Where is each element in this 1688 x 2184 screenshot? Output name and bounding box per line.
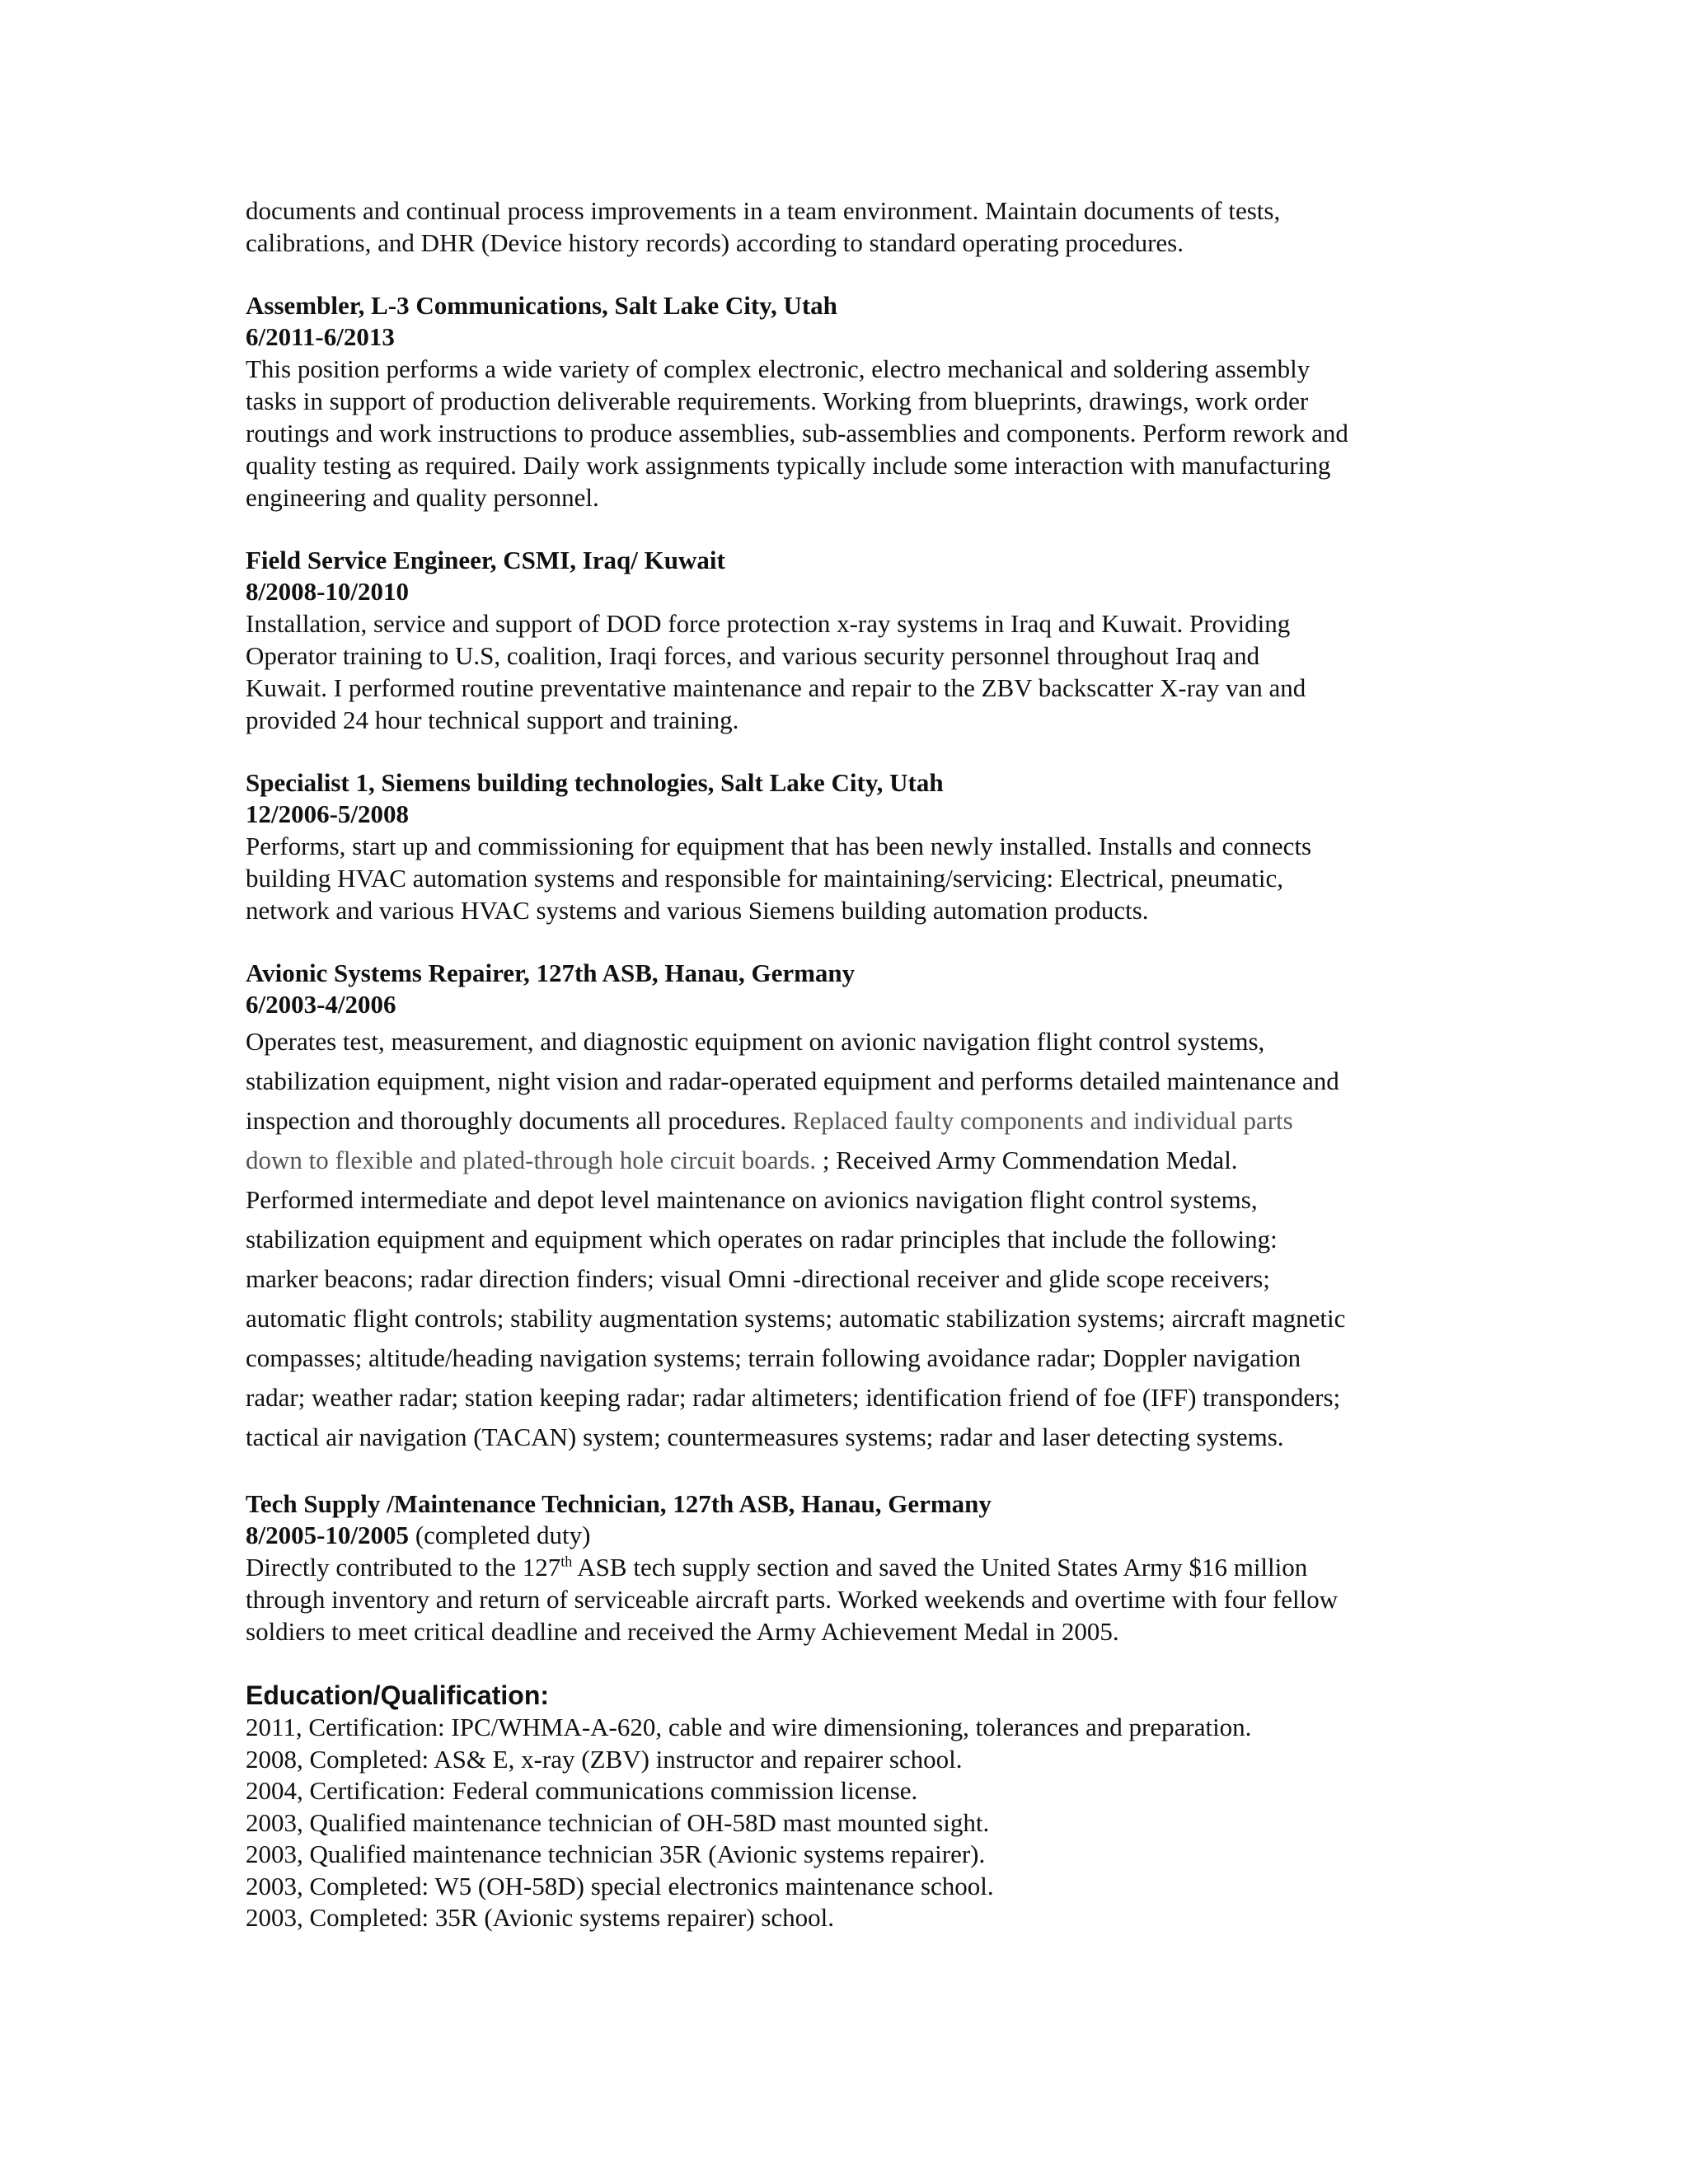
- ordinal-suffix: th: [560, 1553, 573, 1570]
- desc-line: Performed intermediate and depot level maintenance on avionics navigation flight control systems,: [246, 1185, 1258, 1214]
- desc-line: marker beacons; radar direction finders; visual Omni -directional receiver and glide scope receivers;: [246, 1264, 1270, 1293]
- job-description: [246, 353, 1432, 513]
- desc-line: building HVAC automation systems and responsible for maintaining/servicing: Electrical, pneumatic,: [246, 864, 1283, 893]
- job-description: [246, 1551, 1432, 1647]
- job-title: Specialist 1, Siemens building technologies, Salt Lake City, Utah: [246, 768, 944, 797]
- job-dates: 12/2006-5/2008: [246, 799, 410, 828]
- job-description: [246, 607, 1432, 736]
- education-item: 2003, Completed: 35R (Avionic systems repairer) school.: [246, 1903, 835, 1932]
- job-title: Tech Supply /Maintenance Technician, 127th ASB, Hanau, Germany: [246, 1489, 992, 1518]
- job-title: Avionic Systems Repairer, 127th ASB, Hanau, Germany: [246, 958, 856, 987]
- desc-line: ASB tech supply section and saved the United States Army $16 million: [572, 1553, 1308, 1582]
- desc-line: This position performs a wide variety of complex electronic, electro mechanical and soldering assembly: [246, 354, 1311, 383]
- job-description: [246, 1022, 1432, 1457]
- desc-line: stabilization equipment and equipment which operates on radar principles that include the following:: [246, 1225, 1278, 1254]
- desc-line: Installation, service and support of DOD force protection x-ray systems in Iraq and Kuwait. Providing: [246, 609, 1291, 638]
- desc-line: inspection and thoroughly documents all procedures.: [246, 1106, 793, 1135]
- desc-line: Directly contributed to the 127: [246, 1553, 561, 1582]
- desc-line: routings and work instructions to produce assemblies, sub-assemblies and components. Perform rework and: [246, 419, 1348, 448]
- desc-line: soldiers to meet critical deadline and received the Army Achievement Medal in 2005.: [246, 1617, 1119, 1646]
- job-dates: 6/2003-4/2006: [246, 990, 396, 1019]
- desc-line: quality testing as required. Daily work assignments typically include some interaction with manufacturing: [246, 451, 1331, 480]
- intro-paragraph: [246, 194, 1432, 259]
- education-list: [246, 1712, 1432, 1934]
- desc-line: network and various HVAC systems and various Siemens building automation products.: [246, 896, 1149, 925]
- desc-line: through inventory and return of serviceable aircraft parts. Worked weekends and overtime with four fellow: [246, 1585, 1339, 1614]
- job-dates-note: (completed duty): [409, 1521, 591, 1549]
- desc-line: tactical air navigation (TACAN) system; countermeasures systems; radar and laser detecting systems.: [246, 1422, 1284, 1451]
- education-item: 2004, Certification: Federal communications commission license.: [246, 1776, 918, 1805]
- job-entry-avionic-repairer: [246, 958, 1432, 1457]
- education-heading: Education/Qualification:: [246, 1680, 550, 1710]
- job-dates: [246, 1520, 1432, 1551]
- desc-line: provided 24 hour technical support and training.: [246, 705, 739, 734]
- education-item: 2003, Completed: W5 (OH-58D) special electronics maintenance school.: [246, 1871, 994, 1900]
- desc-line: automatic flight controls; stability augmentation systems; automatic stabilization systems; aircraft magnetic: [246, 1304, 1346, 1333]
- desc-line: tasks in support of production deliverable requirements. Working from blueprints, drawings, work order: [246, 387, 1309, 415]
- desc-line: ; Received Army Commendation Medal.: [816, 1146, 1238, 1174]
- desc-line: Kuwait. I performed routine preventative maintenance and repair to the ZBV backscatter X-ray van and: [246, 673, 1306, 702]
- job-dates: 6/2011-6/2013: [246, 322, 395, 351]
- education-item: 2011, Certification: IPC/WHMA-A-620, cable and wire dimensioning, tolerances and preparation.: [246, 1713, 1252, 1741]
- desc-line: compasses; altitude/heading navigation systems; terrain following avoidance radar; Doppler navigation: [246, 1343, 1301, 1372]
- job-entry-l3-assembler: [246, 290, 1432, 513]
- intro-line: documents and continual process improvements in a team environment. Maintain documents of tests,: [246, 196, 1281, 225]
- job-dates: 8/2008-10/2010: [246, 577, 410, 606]
- education-item: 2003, Qualified maintenance technician 35R (Avionic systems repairer).: [246, 1840, 986, 1868]
- job-title: Assembler, L-3 Communications, Salt Lake City, Utah: [246, 291, 837, 320]
- intro-line: calibrations, and DHR (Device history records) according to standard operating procedures.: [246, 228, 1184, 257]
- resume-page: [246, 194, 1432, 1934]
- job-dates-value: 8/2005-10/2005: [246, 1521, 410, 1549]
- job-description: [246, 830, 1432, 926]
- job-title: Field Service Engineer, CSMI, Iraq/ Kuwait: [246, 546, 725, 574]
- desc-line: engineering and quality personnel.: [246, 483, 599, 512]
- education-item: 2008, Completed: AS& E, x-ray (ZBV) instructor and repairer school.: [246, 1744, 963, 1774]
- job-entry-csmi-field-service: [246, 545, 1432, 736]
- job-entry-siemens-specialist: [246, 767, 1432, 926]
- desc-muted-text: Replaced faulty components and individual parts: [792, 1106, 1293, 1135]
- desc-line: Performs, start up and commissioning for equipment that has been newly installed. Installs and connects: [246, 832, 1312, 860]
- desc-line: Operator training to U.S, coalition, Iraqi forces, and various security personnel throughout Iraq and: [246, 641, 1260, 670]
- desc-muted-text: down to flexible and plated-through hole circuit boards.: [246, 1146, 817, 1174]
- desc-line: stabilization equipment, night vision and radar-operated equipment and performs detailed maintenance and: [246, 1066, 1339, 1095]
- desc-line: Operates test, measurement, and diagnostic equipment on avionic navigation flight control systems,: [246, 1027, 1265, 1056]
- job-entry-tech-supply: [246, 1488, 1432, 1647]
- education-item: 2003, Qualified maintenance technician of OH-58D mast mounted sight.: [246, 1807, 990, 1837]
- desc-line: radar; weather radar; station keeping radar; radar altimeters; identification friend of foe (IFF) transponders;: [246, 1383, 1341, 1412]
